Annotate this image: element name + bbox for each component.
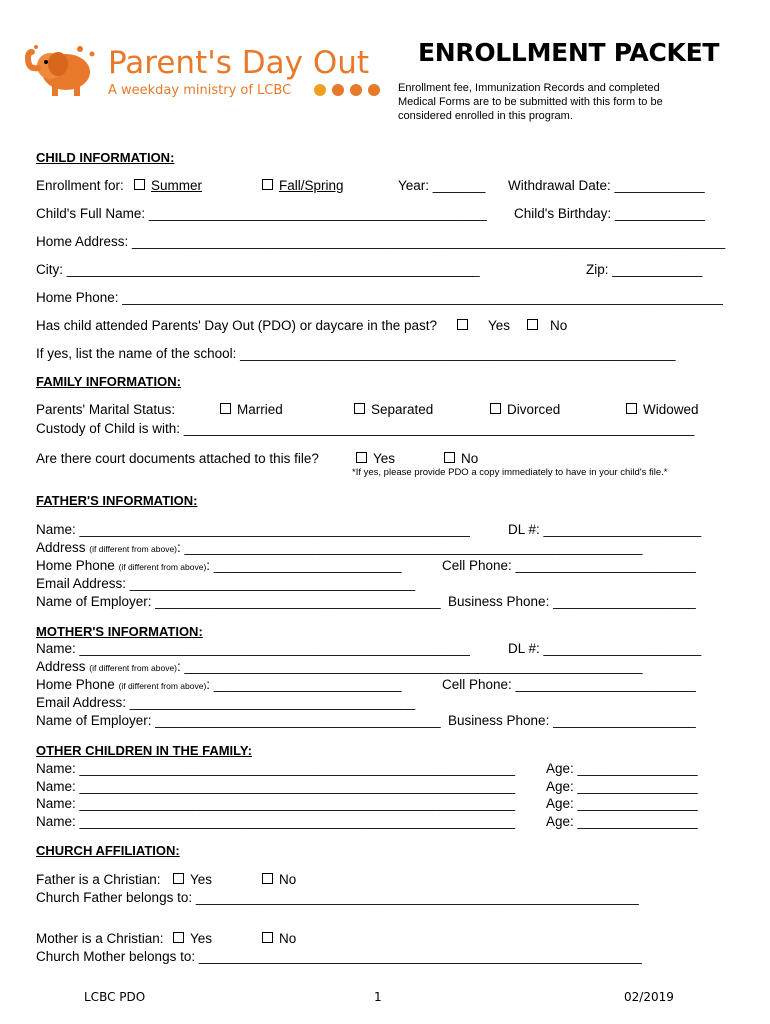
father-christian-yes-checkbox[interactable] [173, 873, 184, 884]
father-christian-no-option[interactable] [262, 873, 296, 887]
child-heading: CHILD INFORMATION: [36, 150, 175, 165]
father-employer-field[interactable]: Name of Employer: ______________________________________ [36, 594, 441, 609]
other-children-heading: OTHER CHILDREN IN THE FAMILY: [36, 743, 252, 758]
header-note-1: Enrollment fee, Immunization Records and completed [398, 82, 660, 94]
court-documents-question: Are there court documents attached to this file? [36, 451, 319, 466]
mother-cell-field[interactable]: Cell Phone: ________________________ [442, 677, 696, 692]
mother-christian-label: Mother is a Christian: [36, 931, 164, 946]
summer-label: Summer [151, 178, 203, 193]
withdrawal-date-field[interactable]: Withdrawal Date: ____________ [508, 178, 705, 193]
father-christian-label: Father is a Christian: [36, 872, 161, 887]
father-home-phone-label: Home Phone [36, 558, 115, 573]
mother-address-note: (if different from above) [89, 663, 178, 673]
mother-employer-field[interactable]: Name of Employer: ______________________________________ [36, 713, 441, 728]
mother-christian-yes-label: Yes [190, 931, 213, 946]
father-christian-no-label: No [279, 872, 297, 887]
father-home-phone-line: : _________________________ [206, 558, 402, 573]
other-child-age-field[interactable]: Age: ________________ [546, 779, 698, 794]
fall-spring-option[interactable] [262, 179, 344, 193]
court-no-label: No [461, 451, 479, 466]
mother-christian-yes-checkbox[interactable] [173, 932, 184, 943]
widowed-option[interactable] [626, 403, 699, 417]
fall-spring-label: Fall/Spring [279, 178, 344, 193]
attended-yes-option[interactable] [457, 319, 510, 333]
mother-home-phone-note: (if different from above) [118, 681, 207, 691]
page-title: ENROLLMENT PACKET [418, 38, 720, 67]
father-church-field[interactable]: Church Father belongs to: ___________________________________________________________ [36, 890, 639, 905]
family-heading: FAMILY INFORMATION: [36, 374, 181, 389]
married-option[interactable] [220, 403, 283, 417]
mother-address-label: Address [36, 659, 86, 674]
church-heading: CHURCH AFFILIATION: [36, 843, 180, 858]
zip-field[interactable]: Zip: ____________ [586, 262, 703, 277]
father-name-field[interactable]: Name: ____________________________________________________ [36, 522, 470, 537]
school-field[interactable]: If yes, list the name of the school: __________________________________________________________ [36, 346, 676, 361]
attended-yes-checkbox[interactable] [457, 319, 468, 330]
divorced-label: Divorced [507, 402, 561, 417]
court-yes-option[interactable] [356, 452, 395, 466]
attended-no-option[interactable] [527, 319, 567, 333]
separated-option[interactable] [354, 403, 433, 417]
father-address-field[interactable] [36, 541, 643, 555]
married-checkbox[interactable] [220, 403, 231, 414]
summer-checkbox[interactable] [134, 179, 145, 190]
home-phone-field[interactable]: Home Phone: ________________________________________________________________________________ [36, 290, 723, 305]
other-child-age-field[interactable]: Age: ________________ [546, 761, 698, 776]
fall-spring-checkbox[interactable] [262, 179, 273, 190]
attended-yes-label: Yes [488, 318, 511, 333]
logo [22, 42, 102, 103]
city-field[interactable]: City: _______________________________________________________ [36, 262, 480, 277]
child-birthday-field[interactable]: Child's Birthday: ____________ [514, 206, 705, 221]
widowed-checkbox[interactable] [626, 403, 637, 414]
court-note: *If yes, please provide PDO a copy immediately to have in your child's file.* [352, 467, 668, 478]
other-child-name-field[interactable]: Name: __________________________________________________________ [36, 796, 515, 811]
father-business-phone-field[interactable]: Business Phone: ___________________ [448, 594, 696, 609]
father-email-field[interactable]: Email Address: ______________________________________ [36, 576, 416, 591]
separated-label: Separated [371, 402, 434, 417]
mother-address-line: : _____________________________________________________________ [177, 659, 643, 674]
divorced-checkbox[interactable] [490, 403, 501, 414]
court-yes-label: Yes [373, 451, 396, 466]
home-address-field[interactable]: Home Address: _______________________________________________________________________________ [36, 234, 726, 249]
mother-name-field[interactable]: Name: ____________________________________________________ [36, 641, 470, 656]
father-christian-yes-label: Yes [190, 872, 213, 887]
mother-email-field[interactable]: Email Address: ______________________________________ [36, 695, 416, 710]
marital-status-label: Parents' Marital Status: [36, 402, 176, 417]
other-child-age-field[interactable]: Age: ________________ [546, 814, 698, 829]
header-note-3: considered enrolled in this program. [398, 110, 573, 122]
court-no-checkbox[interactable] [444, 452, 455, 463]
mother-home-phone-field[interactable] [36, 678, 402, 692]
mother-christian-yes-option[interactable] [173, 932, 212, 946]
father-home-phone-note: (if different from above) [118, 562, 207, 572]
court-yes-checkbox[interactable] [356, 452, 367, 463]
footer-left: LCBC PDO [84, 990, 146, 1004]
attended-question: Has child attended Parents' Day Out (PDO) or daycare in the past? [36, 318, 438, 333]
separated-checkbox[interactable] [354, 403, 365, 414]
other-child-name-field[interactable]: Name: __________________________________________________________ [36, 814, 515, 829]
mother-home-phone-label: Home Phone [36, 677, 115, 692]
mother-christian-no-checkbox[interactable] [262, 932, 273, 943]
mother-address-field[interactable] [36, 660, 643, 674]
attended-no-label: No [550, 318, 568, 333]
footer-date: 02/2019 [624, 990, 674, 1004]
widowed-label: Widowed [643, 402, 699, 417]
mother-business-phone-field[interactable]: Business Phone: ___________________ [448, 713, 696, 728]
father-home-phone-field[interactable] [36, 559, 402, 573]
father-dl-field[interactable]: DL #: _____________________ [508, 522, 702, 537]
attended-no-checkbox[interactable] [527, 319, 538, 330]
father-cell-field[interactable]: Cell Phone: ________________________ [442, 558, 696, 573]
father-address-line: : _____________________________________________________________ [177, 540, 643, 555]
married-label: Married [237, 402, 283, 417]
mother-church-field[interactable]: Church Mother belongs to: ___________________________________________________________ [36, 949, 642, 964]
logo-dots [312, 82, 384, 101]
page-number: 1 [374, 990, 382, 1004]
other-child-name-field[interactable]: Name: __________________________________________________________ [36, 779, 515, 794]
header-note-2: Medical Forms are to be submitted with this form to be [398, 96, 663, 108]
summer-option[interactable] [134, 179, 202, 193]
father-address-label: Address [36, 540, 86, 555]
father-christian-no-checkbox[interactable] [262, 873, 273, 884]
mother-dl-field[interactable]: DL #: _____________________ [508, 641, 702, 656]
year-field[interactable]: Year: _______ [398, 178, 486, 193]
father-christian-yes-option[interactable] [173, 873, 212, 887]
child-full-name-field[interactable]: Child's Full Name: _____________________________________________ [36, 206, 487, 221]
other-child-name-field[interactable]: Name: __________________________________________________________ [36, 761, 515, 776]
mother-christian-no-label: No [279, 931, 297, 946]
divorced-option[interactable] [490, 403, 560, 417]
court-no-option[interactable] [444, 452, 478, 466]
logo-title: Parent's Day Out [108, 45, 370, 81]
mother-christian-no-option[interactable] [262, 932, 296, 946]
mother-home-phone-line: : _________________________ [206, 677, 402, 692]
father-heading: FATHER'S INFORMATION: [36, 493, 198, 508]
mother-heading: MOTHER'S INFORMATION: [36, 624, 203, 639]
custody-field[interactable]: Custody of Child is with: ____________________________________________________________________ [36, 421, 695, 436]
logo-subtitle: A weekday ministry of LCBC [108, 83, 292, 98]
enrollment-for-label: Enrollment for: [36, 178, 124, 193]
father-address-note: (if different from above) [89, 544, 178, 554]
elephant-icon [22, 42, 102, 100]
other-child-age-field[interactable]: Age: ________________ [546, 796, 698, 811]
